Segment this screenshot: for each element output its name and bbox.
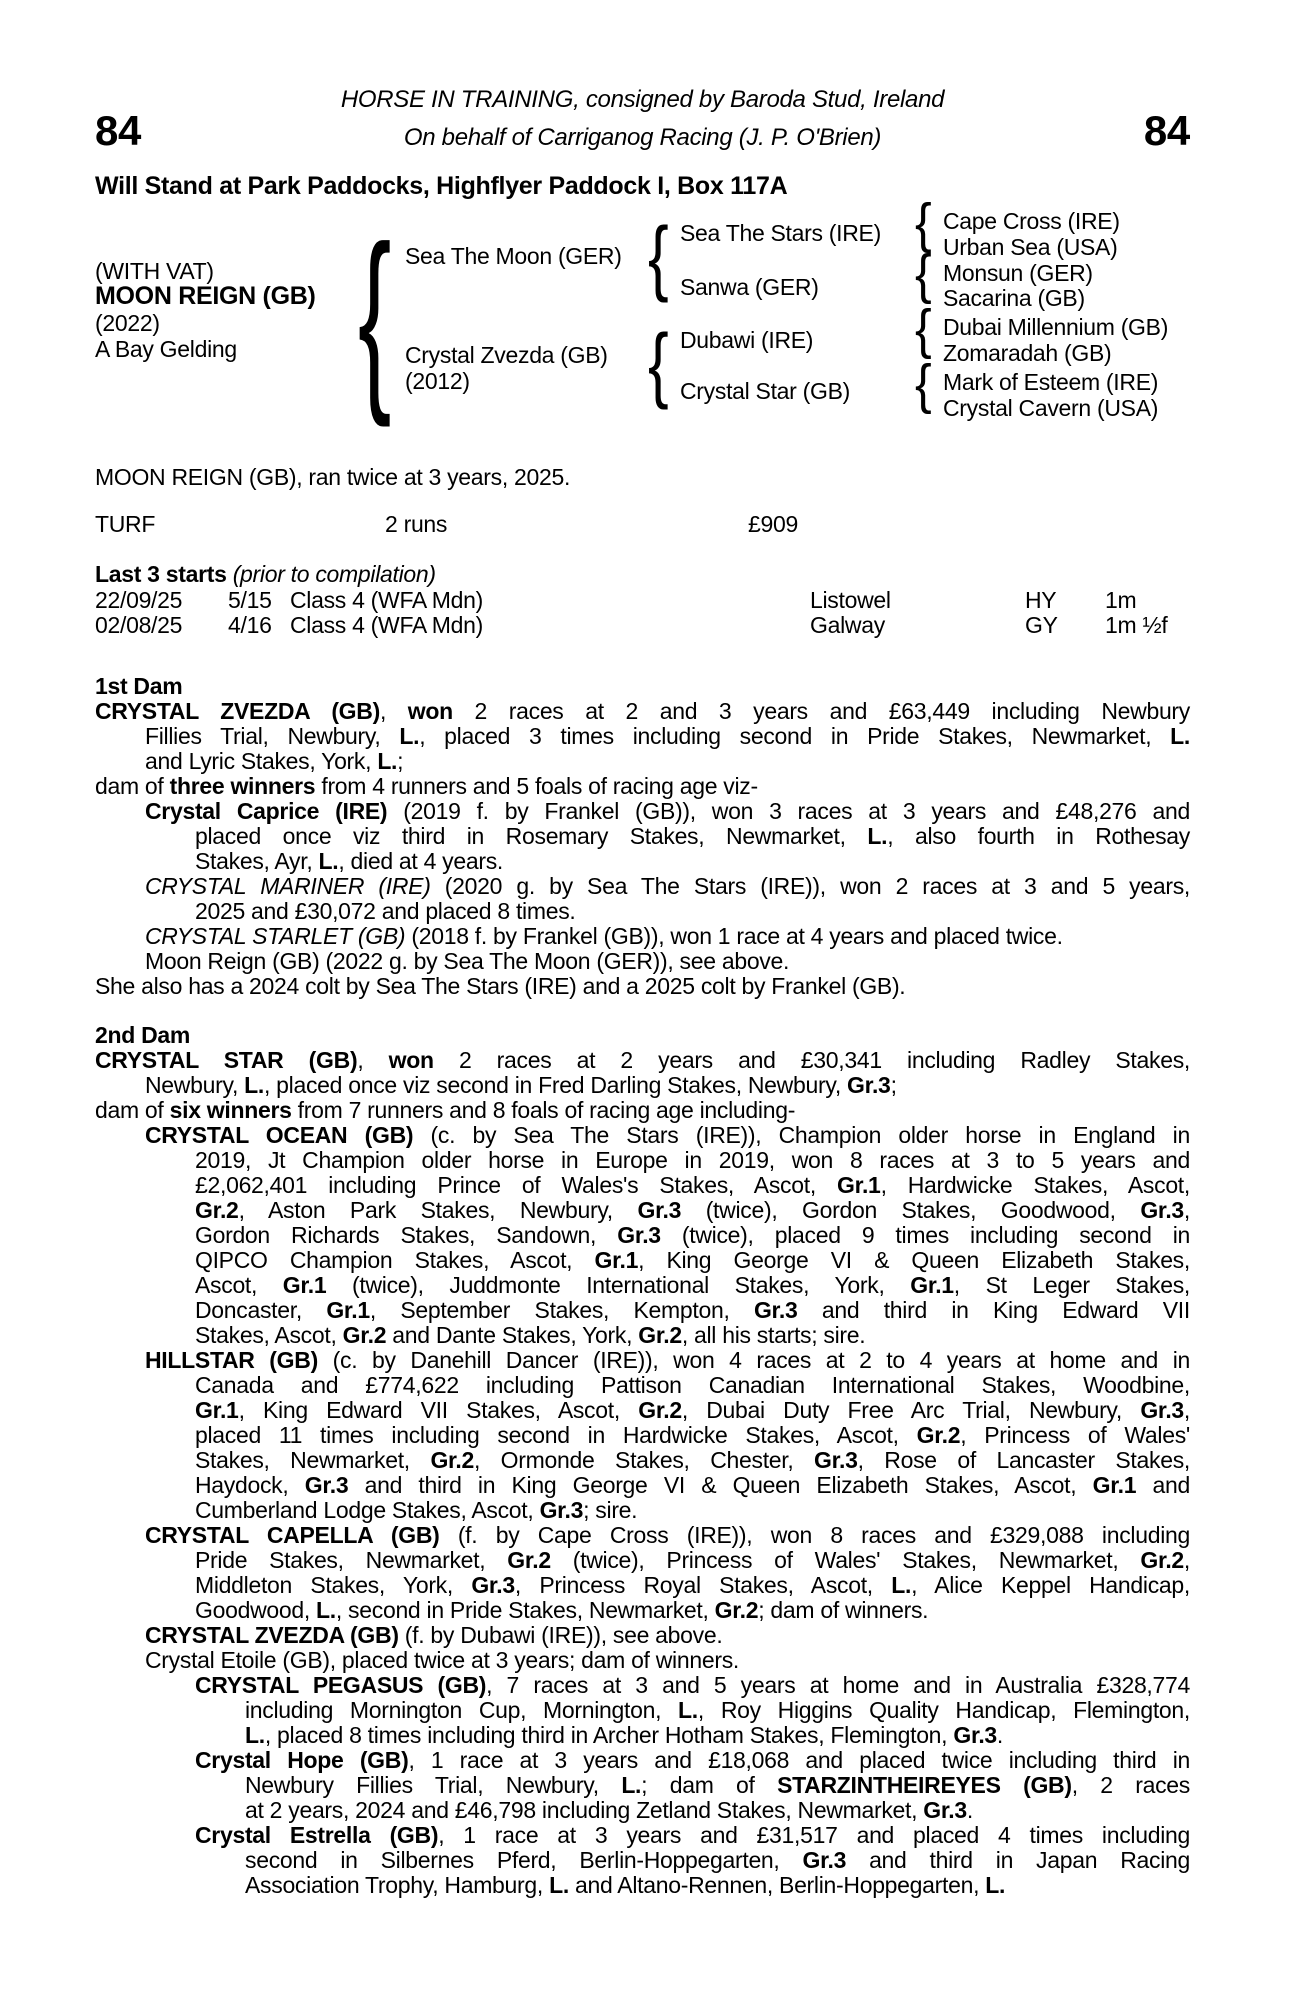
text-line: Canada and £774,622 including Pattison Canadian International Stakes, Woodbine, bbox=[195, 1372, 1190, 1398]
pedigree-brace-gg4 bbox=[915, 357, 931, 412]
text-line: CRYSTAL OCEAN (GB) (c. by Sea The Stars (IRE)), Champion older horse in England in bbox=[145, 1122, 1190, 1148]
text-line: Crystal Etoile (GB), placed twice at 3 years; dam of winners. bbox=[145, 1647, 739, 1673]
text-line: Haydock, Gr.3 and third in King George VI & Queen Elizabeth Stakes, Ascot, Gr.1 and bbox=[195, 1472, 1190, 1498]
start-position: 4/16 bbox=[228, 612, 272, 638]
start-race: Class 4 (WFA Mdn) bbox=[290, 587, 483, 613]
text-line: She also has a 2024 colt by Sea The Stars (IRE) and a 2025 colt by Frankel (GB). bbox=[95, 973, 906, 999]
text-line: and Lyric Stakes, York, L.; bbox=[145, 748, 404, 774]
text-line: Gr.2, Aston Park Stakes, Newbury, Gr.3 (twice), Gordon Stakes, Goodwood, Gr.3, bbox=[195, 1197, 1190, 1223]
start-course: Listowel bbox=[810, 587, 891, 613]
dam-dam-dam: Crystal Cavern (USA) bbox=[943, 395, 1159, 421]
start-position: 5/15 bbox=[228, 587, 272, 613]
text-line: including Mornington Cup, Mornington, L., Roy Higgins Quality Handicap, Flemington, bbox=[245, 1697, 1190, 1723]
dam-foaled-year: (2012) bbox=[405, 368, 470, 394]
text-line: Stakes, Ascot, Gr.2 and Dante Stakes, York, Gr.2, all his starts; sire. bbox=[195, 1322, 866, 1348]
sire-sire-name: Sea The Stars (IRE) bbox=[680, 220, 881, 246]
earnings-amount: £909 bbox=[748, 511, 798, 537]
text-line: CRYSTAL PEGASUS (GB), 7 races at 3 and 5 years at home and in Australia £328,774 bbox=[195, 1672, 1191, 1698]
last-starts-label: Last 3 starts bbox=[95, 561, 227, 587]
start-course: Galway bbox=[810, 612, 885, 638]
text-line: Cumberland Lodge Stakes, Ascot, Gr.3; sire. bbox=[195, 1497, 638, 1523]
start-date: 22/09/25 bbox=[95, 587, 183, 613]
text-line: Crystal Hope (GB), 1 race at 3 years and £18,068 and placed twice including third in bbox=[195, 1747, 1190, 1773]
text-line: Pride Stakes, Newmarket, Gr.2 (twice), Princess of Wales' Stakes, Newmarket, Gr.2, bbox=[195, 1547, 1191, 1573]
sire-sire-dam: Urban Sea (USA) bbox=[943, 234, 1118, 260]
section-body bbox=[95, 1048, 1190, 1898]
text-line: Association Trophy, Hamburg, L. and Altano-Rennen, Berlin-Hoppegarten, L. bbox=[245, 1872, 1006, 1898]
text-line: placed 11 times including second in Hardwicke Stakes, Ascot, Gr.2, Princess of Wales' bbox=[195, 1422, 1190, 1448]
text-line: £2,062,401 including Prince of Wales's Stakes, Ascot, Gr.1, Hardwicke Stakes, Ascot, bbox=[195, 1172, 1190, 1198]
text-line: CRYSTAL STARLET (GB) (2018 f. by Frankel (GB)), won 1 race at 4 years and placed twice. bbox=[145, 923, 1063, 949]
sire-name: Sea The Moon (GER) bbox=[405, 243, 622, 269]
section-body bbox=[95, 699, 1190, 999]
section-heading: 1st Dam bbox=[95, 673, 183, 699]
dam-sire-sire: Dubai Millennium (GB) bbox=[943, 314, 1169, 340]
pedigree-brace-gg2 bbox=[915, 247, 931, 302]
sire-sire-sire: Cape Cross (IRE) bbox=[943, 208, 1120, 234]
text-line: Stakes, Ayr, L., died at 4 years. bbox=[195, 848, 504, 874]
text-line: dam of three winners from 4 runners and 5 foals of racing age viz- bbox=[95, 773, 758, 799]
horse-name: MOON REIGN (GB) bbox=[95, 282, 316, 310]
surface-label: TURF bbox=[95, 511, 156, 537]
vat-note: (WITH VAT) bbox=[95, 258, 214, 284]
pedigree-brace-dam bbox=[648, 323, 668, 407]
pedigree-tree bbox=[95, 200, 1190, 445]
start-going: HY bbox=[1025, 587, 1057, 613]
sire-dam-dam: Sacarina (GB) bbox=[943, 285, 1085, 311]
pedigree-brace-gg3 bbox=[915, 302, 931, 357]
text-line: 2025 and £30,072 and placed 8 times. bbox=[195, 898, 576, 924]
second-dam-section bbox=[95, 1023, 1190, 1898]
dam-dam-name: Crystal Star (GB) bbox=[680, 378, 850, 404]
text-line: HILLSTAR (GB) (c. by Danehill Dancer (IRE)), won 4 races at 2 to 4 years at home and in bbox=[145, 1347, 1191, 1373]
text-line: Gordon Richards Stakes, Sandown, Gr.3 (twice), placed 9 times including second in bbox=[195, 1222, 1190, 1248]
first-dam-section bbox=[95, 674, 1190, 999]
start-date: 02/08/25 bbox=[95, 612, 183, 638]
text-line: QIPCO Champion Stakes, Ascot, Gr.1, King George VI & Queen Elizabeth Stakes, bbox=[195, 1247, 1190, 1273]
dam-sire-name: Dubawi (IRE) bbox=[680, 327, 814, 353]
stand-location-line: Will Stand at Park Paddocks, Highflyer Paddock I, Box 117A bbox=[95, 172, 788, 200]
consignor-line: HORSE IN TRAINING, consigned by Baroda Stud, Ireland bbox=[340, 86, 945, 113]
lot-number-left: 84 bbox=[95, 107, 142, 154]
text-line: placed once viz third in Rosemary Stakes, Newmarket, L., also fourth in Rothesay bbox=[195, 823, 1190, 849]
last-starts-note: (prior to compilation) bbox=[232, 561, 436, 587]
text-line: 2019, Jt Champion older horse in Europe in 2019, won 8 races at 3 to 5 years and bbox=[195, 1147, 1190, 1173]
text-line: second in Silbernes Pferd, Berlin-Hoppegarten, Gr.3 and third in Japan Racing bbox=[245, 1847, 1190, 1873]
text-line: CRYSTAL ZVEZDA (GB) (f. by Dubawi (IRE)), see above. bbox=[145, 1622, 723, 1648]
text-line: Fillies Trial, Newbury, L., placed 3 times including second in Pride Stakes, Newmarket, L. bbox=[145, 723, 1191, 749]
pedigree-brace-main bbox=[358, 217, 391, 417]
pedigree-brace-sire bbox=[648, 216, 668, 300]
text-line: Newbury Fillies Trial, Newbury, L.; dam of STARZINTHEIREYES (GB), 2 races bbox=[245, 1772, 1190, 1798]
sire-dam-name: Sanwa (GER) bbox=[680, 274, 819, 300]
dam-dam-sire: Mark of Esteem (IRE) bbox=[943, 369, 1159, 395]
text-line: CRYSTAL ZVEZDA (GB), won 2 races at 2 and 3 years and £63,449 including Newbury bbox=[95, 698, 1190, 724]
text-line: Gr.1, King Edward VII Stakes, Ascot, Gr.2, Dubai Duty Free Arc Trial, Newbury, Gr.3, bbox=[195, 1397, 1190, 1423]
text-line: CRYSTAL CAPELLA (GB) (f. by Cape Cross (IRE)), won 8 races and £329,088 including bbox=[145, 1522, 1190, 1548]
text-line: L., placed 8 times including third in Archer Hotham Stakes, Flemington, Gr.3. bbox=[245, 1722, 1004, 1748]
text-line: Stakes, Newmarket, Gr.2, Ormonde Stakes, Chester, Gr.3, Rose of Lancaster Stakes, bbox=[195, 1447, 1190, 1473]
sire-dam-sire: Monsun (GER) bbox=[943, 260, 1093, 286]
dam-name: Crystal Zvezda (GB) bbox=[405, 342, 608, 368]
runs-count: 2 runs bbox=[385, 511, 448, 537]
text-line: Goodwood, L., second in Pride Stakes, Newmarket, Gr.2; dam of winners. bbox=[195, 1597, 929, 1623]
text-line: Ascot, Gr.1 (twice), Juddmonte International Stakes, York, Gr.1, St Leger Stakes, bbox=[195, 1272, 1190, 1298]
text-line: Moon Reign (GB) (2022 g. by Sea The Moon (GER)), see above. bbox=[145, 948, 790, 974]
text-line: CRYSTAL STAR (GB), won 2 races at 2 years and £30,341 including Radley Stakes, bbox=[95, 1047, 1190, 1073]
section-heading: 2nd Dam bbox=[95, 1022, 191, 1048]
horse-colour-sex: A Bay Gelding bbox=[95, 336, 237, 362]
start-distance: 1m ½f bbox=[1105, 612, 1168, 638]
start-race: Class 4 (WFA Mdn) bbox=[290, 612, 483, 638]
text-line: Middleton Stakes, York, Gr.3, Princess Royal Stakes, Ascot, L., Alice Keppel Handicap, bbox=[195, 1572, 1190, 1598]
text-line: CRYSTAL MARINER (IRE) (2020 g. by Sea The Stars (IRE)), won 2 races at 3 and 5 years, bbox=[145, 873, 1191, 899]
race-record-statement: MOON REIGN (GB), ran twice at 3 years, 2025. bbox=[95, 464, 571, 490]
lot-number-right: 84 bbox=[1143, 107, 1190, 154]
text-line: dam of six winners from 7 runners and 8 foals of racing age including- bbox=[95, 1097, 796, 1123]
text-line: Crystal Estrella (GB), 1 race at 3 years and £31,517 and placed 4 times including bbox=[195, 1822, 1191, 1848]
text-line: at 2 years, 2024 and £46,798 including Zetland Stakes, Newmarket, Gr.3. bbox=[245, 1797, 973, 1823]
on-behalf-line: On behalf of Carriganog Racing (J. P. O'Brien) bbox=[403, 124, 882, 151]
start-distance: 1m bbox=[1105, 587, 1137, 613]
text-line: Newbury, L., placed once viz second in Fred Darling Stakes, Newbury, Gr.3; bbox=[145, 1072, 897, 1098]
start-going: GY bbox=[1025, 612, 1058, 638]
text-line: Doncaster, Gr.1, September Stakes, Kempton, Gr.3 and third in King Edward VII bbox=[195, 1297, 1190, 1323]
text-line: Crystal Caprice (IRE) (2019 f. by Frankel (GB)), won 3 races at 3 years and £48,276 and bbox=[145, 798, 1191, 824]
last-starts-heading bbox=[95, 561, 436, 588]
horse-foaled-year: (2022) bbox=[95, 310, 160, 336]
dam-sire-dam: Zomaradah (GB) bbox=[943, 340, 1112, 366]
